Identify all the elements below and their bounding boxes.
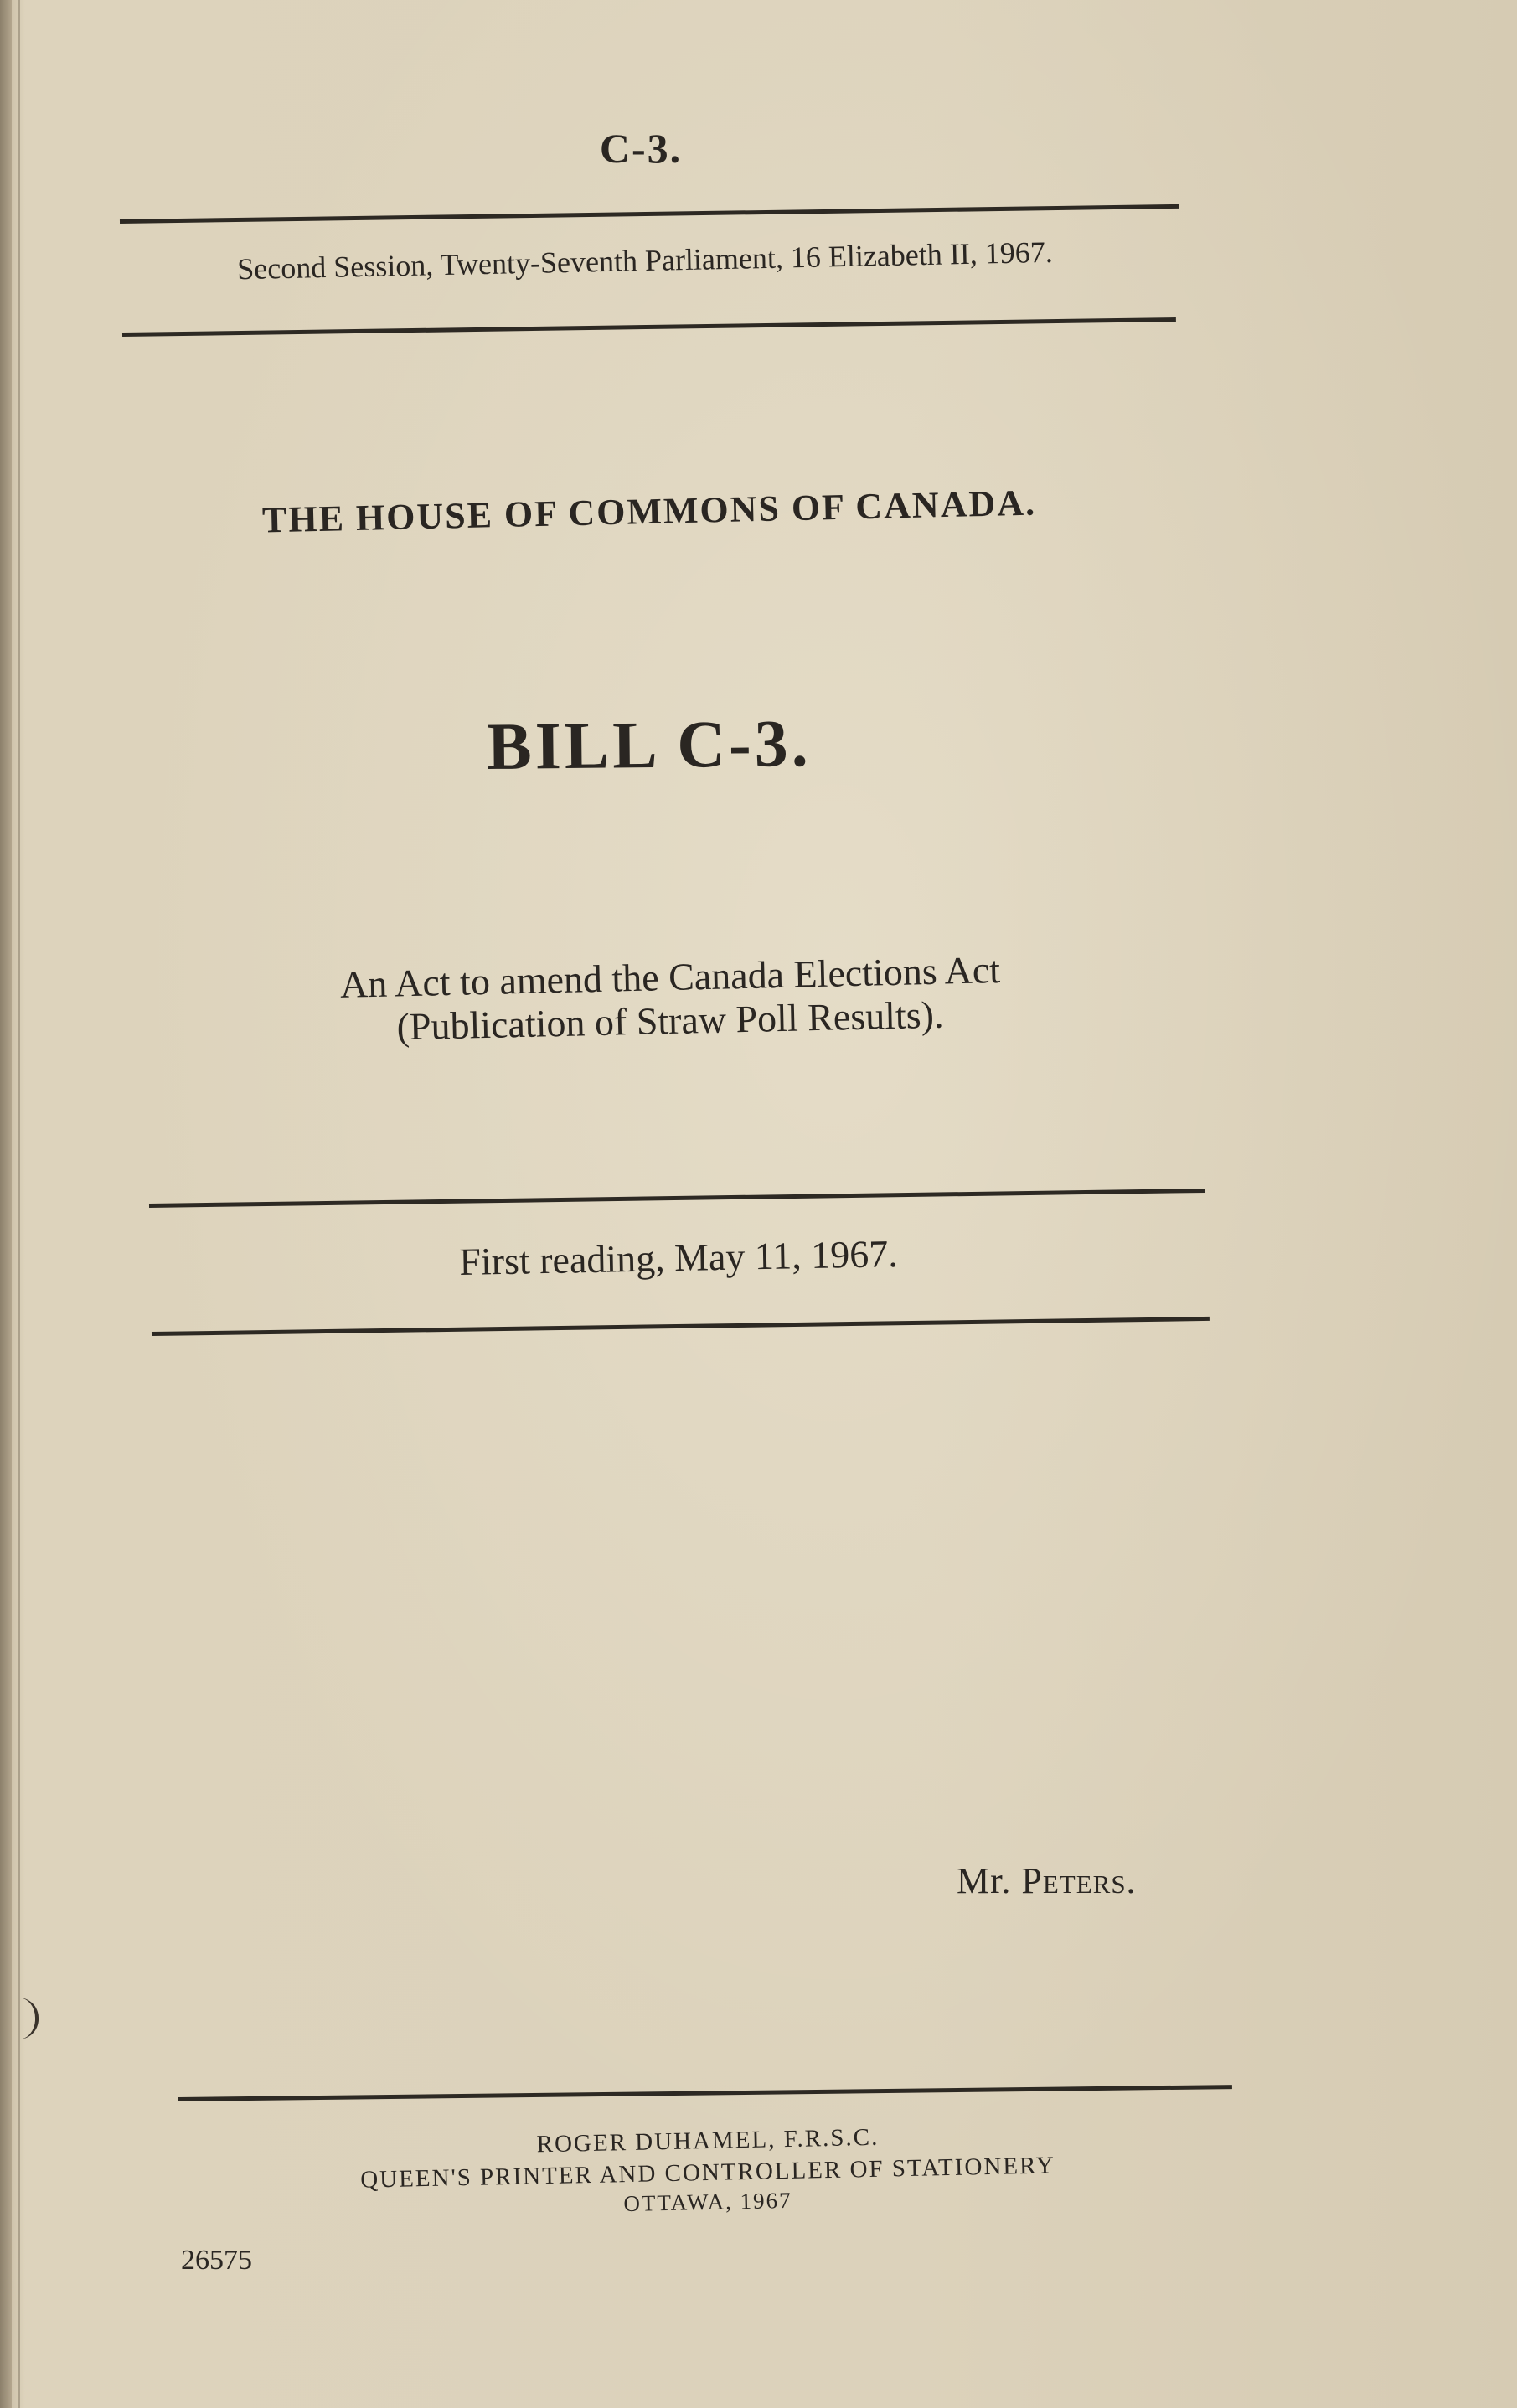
binding-edge [0,0,12,2408]
binding-mark [18,1998,39,2039]
first-reading-date: First reading, May 11, 1967. [458,1231,899,1284]
rule-top-1 [120,204,1179,224]
house-of-commons-heading: THE HOUSE OF COMMONS OF CANADA. [261,482,1037,541]
bill-number-header: C-3. [599,125,683,172]
rule-top-2 [122,317,1176,337]
sponsor-name [957,1859,1137,1902]
printer-place-year: OTTAWA, 1967 [623,2187,792,2217]
bill-title: BILL C-3. [486,706,813,785]
sponsor-surname: Peters. [1021,1860,1137,1901]
rule-middle-1 [149,1189,1205,1208]
printer-name: ROGER DUHAMEL, F.R.S.C. [536,2123,880,2158]
act-title-line-1: An Act to amend the Canada Elections Act [339,948,1001,1006]
binding-line [18,0,20,2408]
sponsor-prefix: Mr. [957,1860,1012,1901]
rule-bottom [178,2085,1232,2101]
act-title-line-2: (Publication of Straw Poll Results). [396,993,944,1049]
document-number: 26575 [181,2245,252,2276]
session-line: Second Session, Twenty-Seventh Parliament, 16 Elizabeth II, 1967. [236,235,1054,286]
printer-title: QUEEN'S PRINTER AND CONTROLLER OF STATIONERY [359,2152,1056,2194]
rule-middle-2 [152,1317,1210,1336]
